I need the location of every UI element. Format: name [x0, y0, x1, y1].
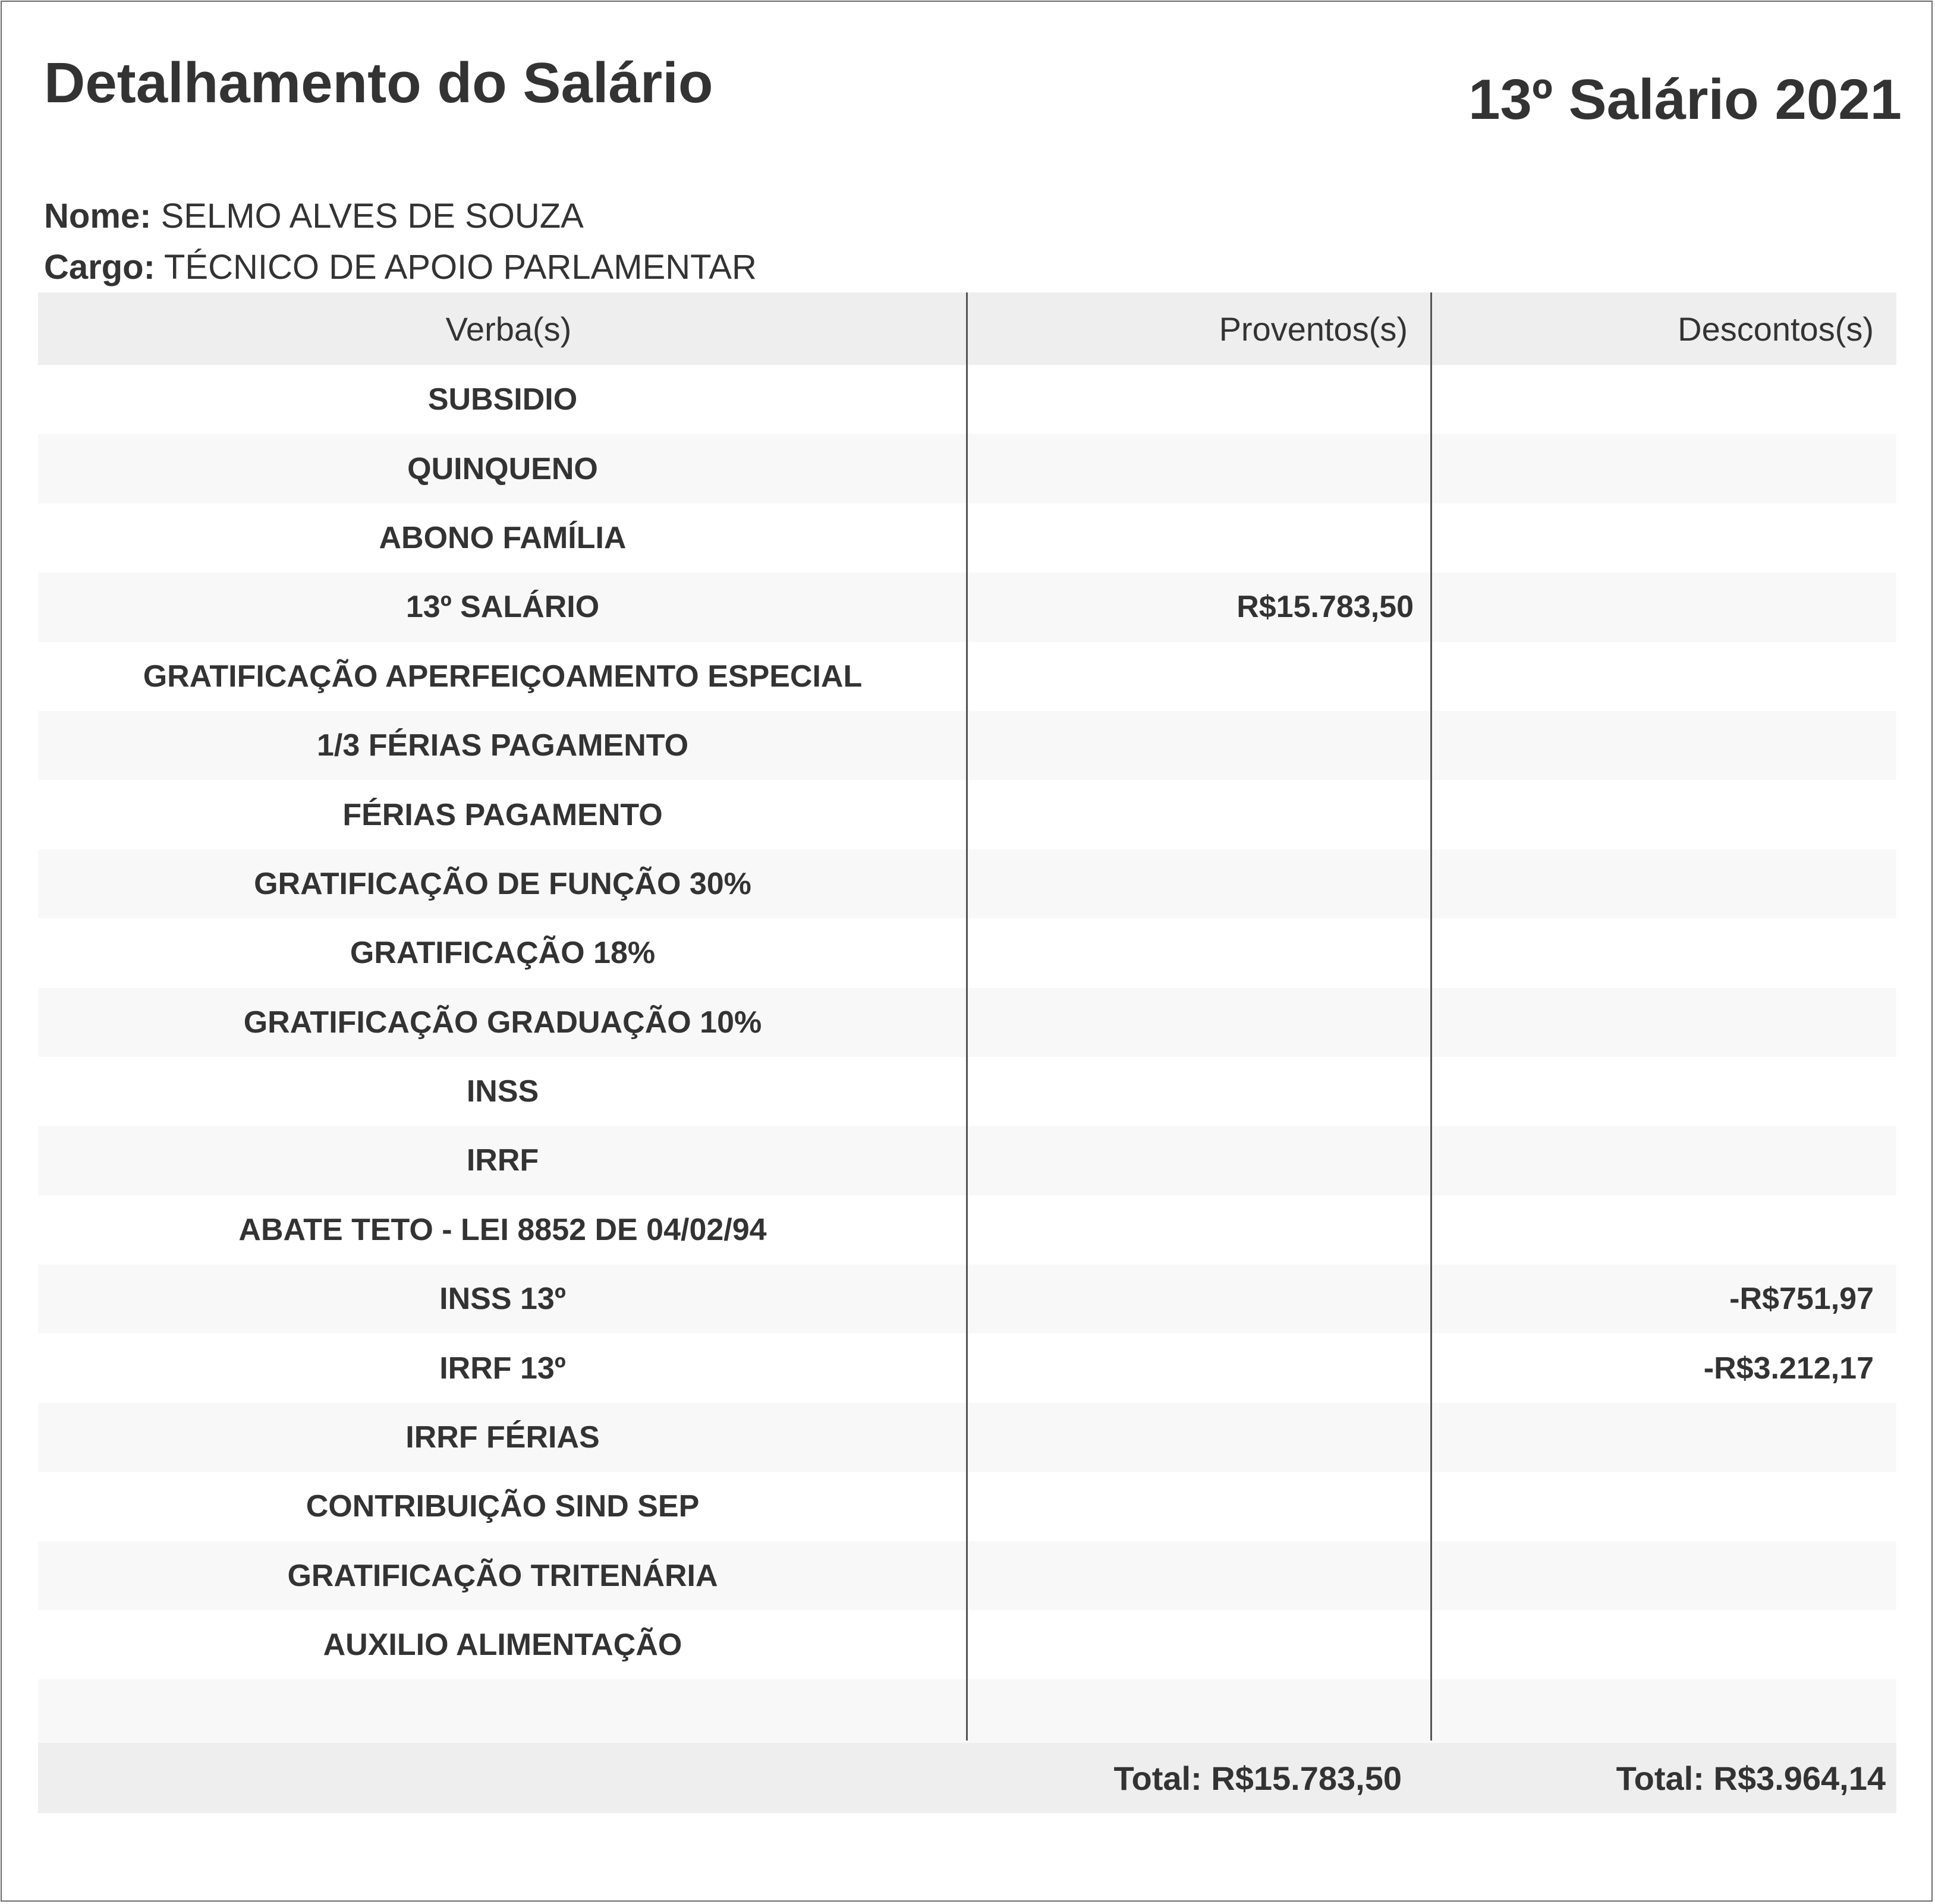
descontos-cell: -R$751,97: [1729, 1282, 1874, 1317]
column-divider: [966, 292, 968, 1741]
verba-cell: ABONO FAMÍLIA: [379, 520, 627, 555]
cargo-label: Cargo:: [44, 248, 155, 287]
verba-cell: GRATIFICAÇÃO 18%: [350, 936, 656, 971]
verba-cell: FÉRIAS PAGAMENTO: [342, 797, 663, 832]
name-label: Nome:: [44, 197, 152, 235]
verba-cell: CONTRIBUIÇÃO SIND SEP: [306, 1489, 700, 1524]
verba-cell: QUINQUENO: [407, 451, 598, 486]
verba-cell: IRRF: [466, 1143, 539, 1178]
table-totals-row: [38, 1743, 1896, 1813]
total-descontos: Total: R$3.964,14: [1616, 1759, 1886, 1797]
verba-cell: GRATIFICAÇÃO GRADUAÇÃO 10%: [243, 1005, 762, 1040]
column-divider: [1430, 292, 1432, 1741]
verba-cell: 13º SALÁRIO: [405, 590, 600, 625]
column-header-proventos: Proventos(s): [1219, 310, 1408, 348]
verba-cell: 1/3 FÉRIAS PAGAMENTO: [316, 728, 689, 763]
proventos-cell: R$15.783,50: [1236, 590, 1414, 625]
verba-cell: IRRF FÉRIAS: [405, 1420, 600, 1455]
verba-cell: SUBSIDIO: [427, 382, 578, 417]
descontos-cell: -R$3.212,17: [1703, 1351, 1874, 1386]
verba-cell: ABATE TETO - LEI 8852 DE 04/02/94: [238, 1212, 767, 1247]
verba-cell: GRATIFICAÇÃO APERFEIÇOAMENTO ESPECIAL: [143, 659, 863, 694]
page-title: Detalhamento do Salário: [44, 51, 713, 115]
verba-cell: AUXILIO ALIMENTAÇÃO: [323, 1628, 682, 1663]
total-proventos: Total: R$15.783,50: [1113, 1759, 1402, 1797]
period-title: 13º Salário 2021: [1468, 68, 1902, 131]
verba-cell: IRRF 13º: [439, 1351, 566, 1386]
verba-cell: INSS 13º: [439, 1282, 566, 1317]
verba-cell: GRATIFICAÇÃO DE FUNÇÃO 30%: [254, 866, 751, 901]
employee-name: SELMO ALVES DE SOUZA: [161, 197, 584, 235]
column-header-verbas: Verba(s): [445, 310, 572, 348]
verba-cell: INSS: [466, 1074, 539, 1109]
employee-cargo: TÉCNICO DE APOIO PARLAMENTAR: [163, 248, 757, 287]
verba-cell: GRATIFICAÇÃO TRITENÁRIA: [287, 1558, 718, 1593]
employee-name-line: [44, 194, 584, 239]
employee-cargo-line: [44, 245, 757, 290]
column-header-descontos: Descontos(s): [1678, 310, 1874, 348]
